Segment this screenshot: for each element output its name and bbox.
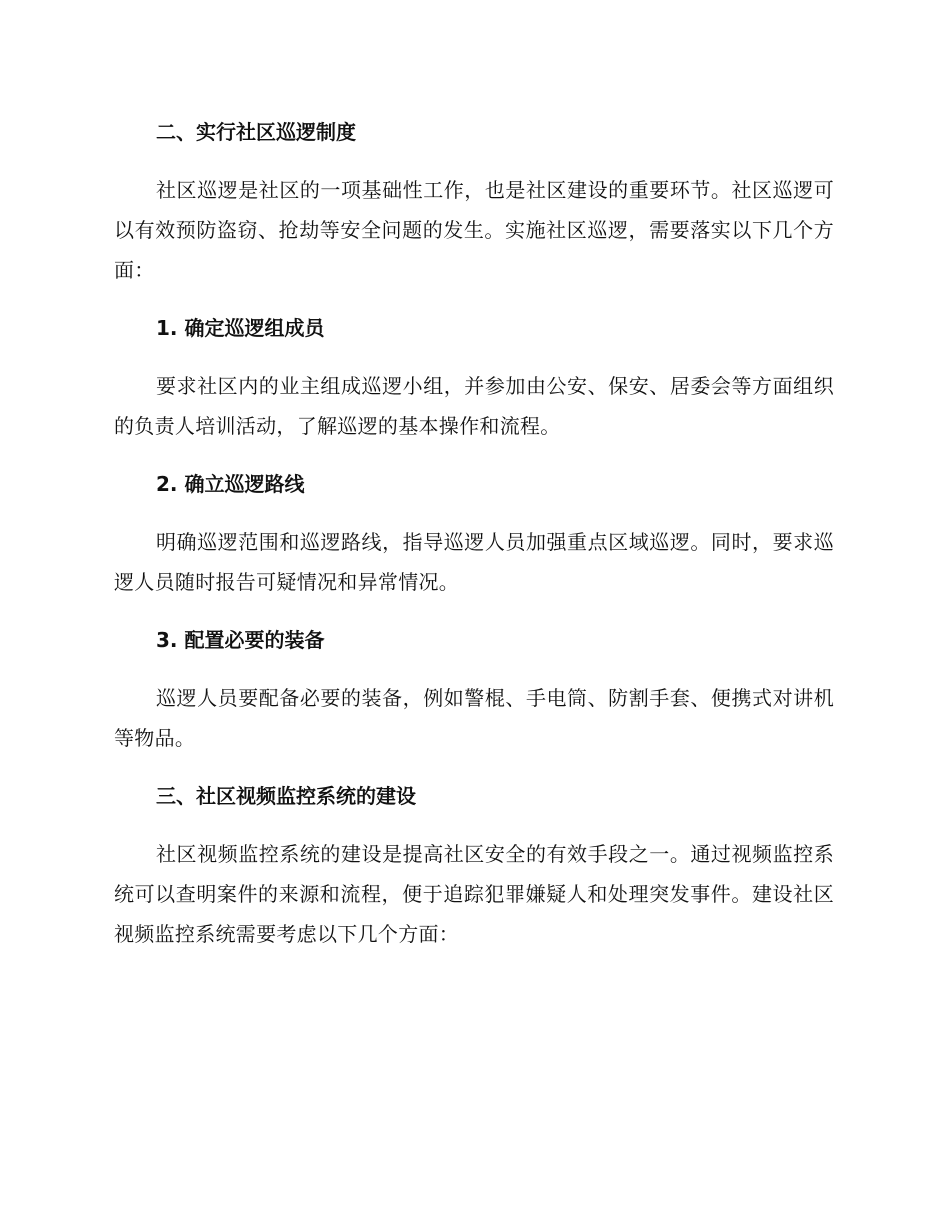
- document-body: [114, 112, 834, 954]
- section-heading-video-surveillance: 三、社区视频监控系统的建设: [156, 784, 416, 808]
- subheading-patrol-route: 2. 确立巡逻路线: [156, 472, 305, 496]
- subheading-patrol-equipment: 3. 配置必要的装备: [156, 628, 325, 652]
- paragraph-video-surveillance: 社区视频监控系统的建设是提高社区安全的有效手段之一。通过视频监控系统可以查明案件的来源和流程，便于追踪犯罪嫌疑人和处理突发事件。建设社区视频监控系统需要考虑以下几个方面：: [114, 842, 834, 946]
- paragraph-patrol-equipment: 巡逻人员要配备必要的装备，例如警棍、手电筒、防割手套、便携式对讲机等物品。: [114, 686, 834, 750]
- paragraph-patrol-intro: 社区巡逻是社区的一项基础性工作，也是社区建设的重要环节。社区巡逻可以有效预防盗窃、抢劫等安全问题的发生。实施社区巡逻，需要落实以下几个方面：: [114, 178, 834, 282]
- paragraph-patrol-members: 要求社区内的业主组成巡逻小组，并参加由公安、保安、居委会等方面组织的负责人培训活动，了解巡逻的基本操作和流程。: [114, 374, 834, 438]
- section-heading-patrol-system: 二、实行社区巡逻制度: [156, 120, 356, 144]
- subheading-patrol-members: 1. 确定巡逻组成员: [156, 316, 325, 340]
- paragraph-patrol-route: 明确巡逻范围和巡逻路线，指导巡逻人员加强重点区域巡逻。同时，要求巡逻人员随时报告可疑情况和异常情况。: [114, 530, 834, 594]
